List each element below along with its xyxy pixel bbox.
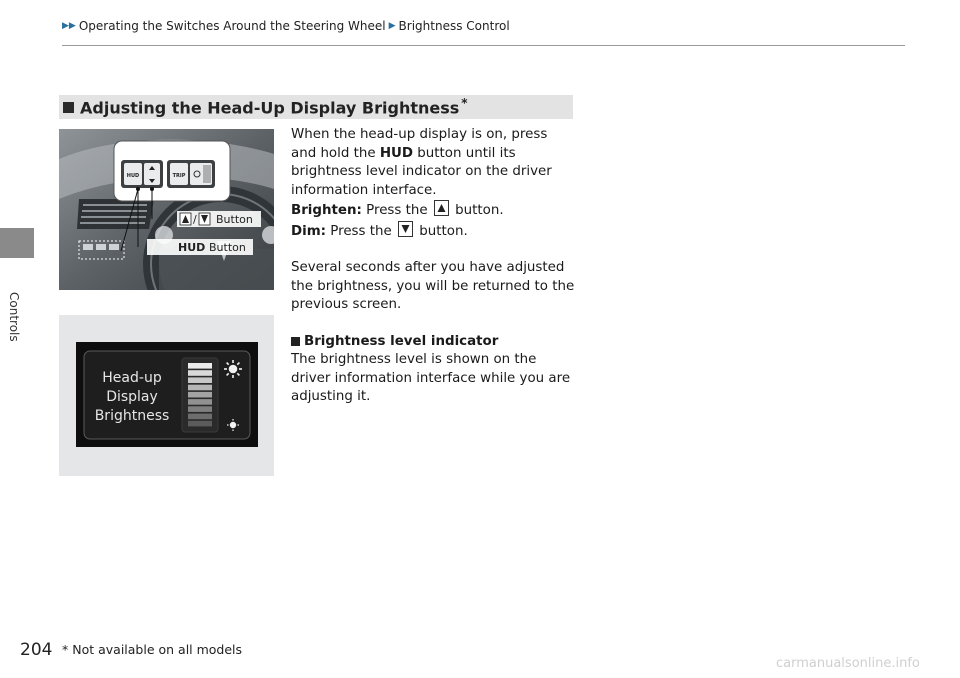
brightness-level-segment xyxy=(188,385,212,391)
dim-instruction: Dim: Press the button. xyxy=(291,221,576,242)
intro-paragraph: When the head-up display is on, press and hold the HUD button until its brightness level indicator on the driver information interface. xyxy=(291,127,552,198)
brightness-level-segment xyxy=(188,377,212,383)
breadcrumb-arrow-icon: ▶ xyxy=(388,21,396,31)
svg-text:/: / xyxy=(193,213,197,226)
screen-line2: Display xyxy=(106,389,158,405)
asterisk-mark: * xyxy=(461,96,468,111)
body-text xyxy=(291,126,576,407)
breadcrumb-level2[interactable]: Brightness Control xyxy=(398,19,510,33)
section-header xyxy=(59,95,573,119)
arrows-button-label: Button xyxy=(216,213,253,226)
side-tab-marker xyxy=(0,228,34,258)
brightness-level-segment xyxy=(188,392,212,398)
brightness-level-segment xyxy=(188,421,212,427)
steering-wheel-illustration xyxy=(59,129,274,290)
breadcrumb-arrow-icon: ▶▶ xyxy=(62,21,76,31)
panel-hud-text: HUD xyxy=(126,173,140,179)
down-arrow-button-icon xyxy=(398,221,413,237)
up-arrow-button-icon xyxy=(434,200,449,216)
brightness-level-segment xyxy=(188,399,212,405)
screen-line3: Brightness xyxy=(94,408,170,424)
header-divider xyxy=(62,45,905,46)
section-bullet-icon xyxy=(63,102,74,113)
watermark: carmanualsonline.info xyxy=(776,656,920,671)
after-adjust-paragraph: Several seconds after you have adjusted the brightness, you will be returned to the previous screen. xyxy=(291,260,575,312)
breadcrumb-level1[interactable]: Operating the Switches Around the Steering Wheel xyxy=(78,19,386,33)
brightness-level-segment xyxy=(188,406,212,412)
indicator-paragraph: The brightness level is shown on the driver information interface while you are adjusting it. xyxy=(291,352,571,404)
section-title: Adjusting the Head-Up Display Brightness * xyxy=(80,96,468,118)
side-tab-label: Controls xyxy=(7,292,21,342)
subheading: Brightness level indicator xyxy=(291,333,576,352)
hud-button-label-bold: HUD xyxy=(178,241,206,254)
screen-line1: Head-up xyxy=(102,370,162,386)
brightness-level-segment xyxy=(188,363,212,369)
sun-bright-icon xyxy=(224,360,242,378)
brightness-level-segment xyxy=(188,414,212,420)
brightness-level-segment xyxy=(188,370,212,376)
page-number: 204 xyxy=(20,640,53,660)
panel-trip-text: TRIP xyxy=(172,173,186,179)
brightness-screen-illustration xyxy=(59,315,274,476)
footnote: * Not available on all models xyxy=(62,642,243,657)
brightness-level-bars xyxy=(188,363,212,426)
breadcrumb xyxy=(62,19,510,33)
hud-button-label: Button xyxy=(209,241,246,254)
subheading-bullet-icon xyxy=(291,337,300,346)
brighten-instruction: Brighten: Press the button. xyxy=(291,200,576,221)
